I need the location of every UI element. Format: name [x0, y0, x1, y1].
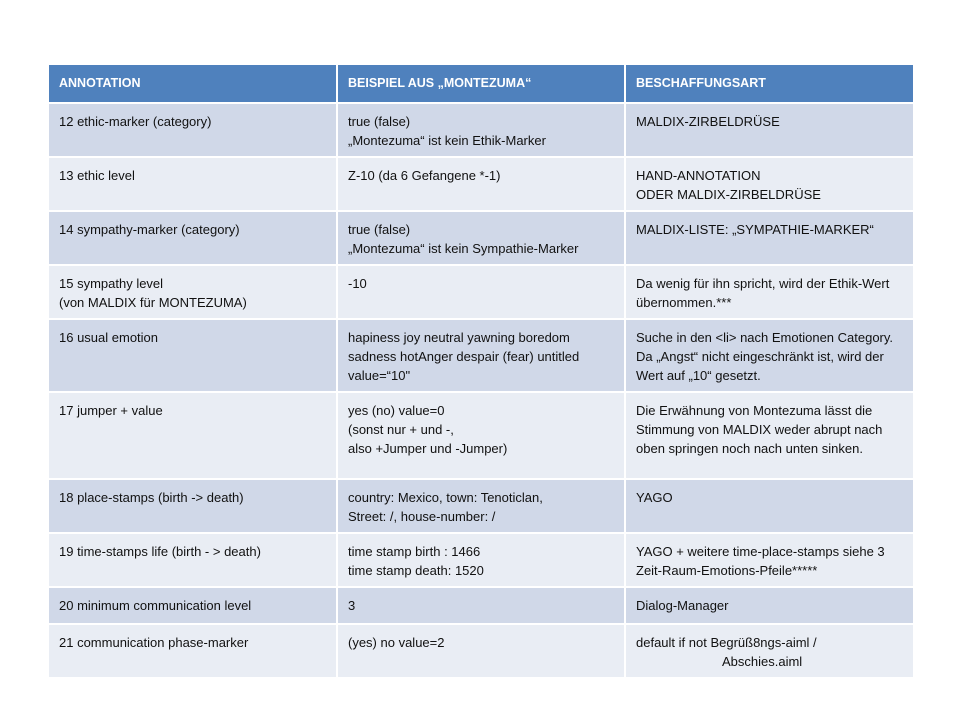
cell-annotation: 16 usual emotion: [49, 319, 337, 392]
cell-beschaffungsart: YAGO: [625, 479, 913, 533]
cell-beispiel: time stamp birth : 1466 time stamp death: 1520: [337, 533, 625, 587]
cell-text: default if not Begrüß8ngs-aiml /: [636, 635, 817, 650]
cell-annotation: 14 sympathy-marker (category): [49, 211, 337, 265]
cell-text-continued: Abschies.aiml: [722, 654, 803, 669]
table-row: [49, 157, 913, 211]
cell-beschaffungsart: YAGO + weitere time-place-stamps siehe 3 Zeit-Raum-Emotions-Pfeile*****: [625, 533, 913, 587]
cell-annotation: 17 jumper + value: [49, 392, 337, 479]
annotation-table: [49, 65, 913, 679]
cell-beispiel: 3: [337, 587, 625, 624]
table-row: [49, 533, 913, 587]
header-annotation: ANNOTATION: [49, 65, 337, 103]
cell-beschaffungsart: Dialog-Manager: [625, 587, 913, 624]
cell-beispiel: (yes) no value=2: [337, 624, 625, 678]
cell-annotation: 13 ethic level: [49, 157, 337, 211]
table-row: [49, 624, 913, 678]
cell-beispiel: true (false) „Montezuma“ ist kein Sympathie-Marker: [337, 211, 625, 265]
cell-annotation: 15 sympathy level (von MALDIX für MONTEZUMA): [49, 265, 337, 319]
table-row: [49, 587, 913, 624]
table-row: [49, 265, 913, 319]
cell-beschaffungsart: HAND-ANNOTATION ODER MALDIX-ZIRBELDRÜSE: [625, 157, 913, 211]
cell-beispiel: -10: [337, 265, 625, 319]
cell-beschaffungsart: Die Erwähnung von Montezuma lässt die Stimmung von MALDIX weder abrupt nach oben springen noch nach unten sinken.: [625, 392, 913, 479]
table-header-row: [49, 65, 913, 103]
cell-annotation: 20 minimum communication level: [49, 587, 337, 624]
cell-annotation: 19 time-stamps life (birth - > death): [49, 533, 337, 587]
cell-beispiel: Z-10 (da 6 Gefangene *-1): [337, 157, 625, 211]
cell-beispiel: country: Mexico, town: Tenoticlan, Street: /, house-number: /: [337, 479, 625, 533]
cell-beschaffungsart: Suche in den <li> nach Emotionen Category. Da „Angst“ nicht eingeschränkt ist, wird der Wert auf „10“ gesetzt.: [625, 319, 913, 392]
cell-beschaffungsart: MALDIX-ZIRBELDRÜSE: [625, 103, 913, 157]
header-beispiel: BEISPIEL AUS „MONTEZUMA“: [337, 65, 625, 103]
cell-beschaffungsart: MALDIX-LISTE: „SYMPATHIE-MARKER“: [625, 211, 913, 265]
cell-beschaffungsart: Da wenig für ihn spricht, wird der Ethik-Wert übernommen.***: [625, 265, 913, 319]
cell-beispiel: true (false) „Montezuma“ ist kein Ethik-Marker: [337, 103, 625, 157]
table-row: [49, 479, 913, 533]
cell-annotation: 21 communication phase-marker: [49, 624, 337, 678]
cell-beispiel: yes (no) value=0 (sonst nur + und -, also +Jumper und -Jumper): [337, 392, 625, 479]
cell-beschaffungsart: [625, 624, 913, 678]
table-row: [49, 103, 913, 157]
table-row: [49, 211, 913, 265]
cell-annotation: 12 ethic-marker (category): [49, 103, 337, 157]
header-beschaffungsart: BESCHAFFUNGSART: [625, 65, 913, 103]
table-row: [49, 319, 913, 392]
table-row: [49, 392, 913, 479]
cell-beispiel: hapiness joy neutral yawning boredom sadness hotAnger despair (fear) untitled value=“10": [337, 319, 625, 392]
cell-annotation: 18 place-stamps (birth -> death): [49, 479, 337, 533]
